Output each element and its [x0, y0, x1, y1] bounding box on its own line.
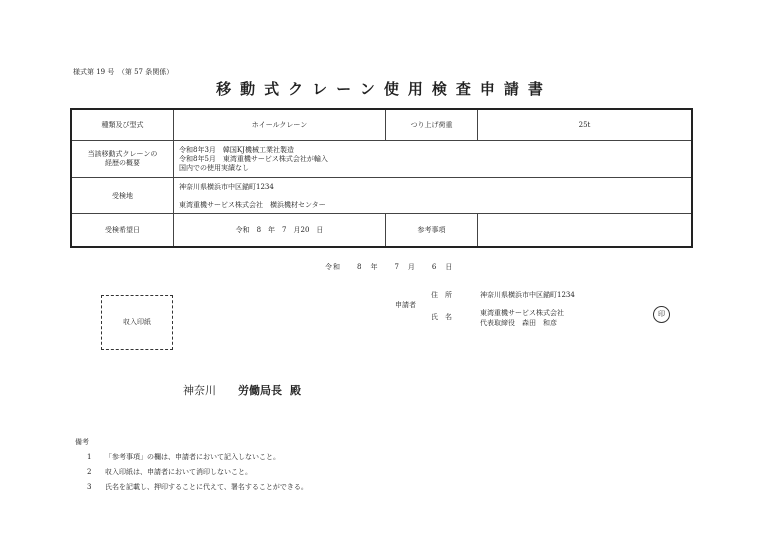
application-table	[70, 108, 693, 248]
addressee	[183, 382, 301, 398]
remarks-value[interactable]	[478, 213, 693, 247]
applicant-representative[interactable]: 代表取締役 森田 和彦	[480, 319, 557, 327]
applicant-company[interactable]: 東湾重機サービス株式会社	[480, 309, 564, 317]
note-item	[87, 467, 252, 477]
note-number: 2	[87, 468, 92, 476]
table-row	[71, 178, 692, 214]
addressee-honorific: 殿	[290, 384, 301, 397]
note-text: 収入印紙は、申請者において消印しないこと。	[105, 468, 252, 476]
table-row	[71, 109, 692, 140]
addressee-prefecture: 神奈川	[183, 384, 216, 397]
note-item	[87, 452, 280, 462]
note-item	[87, 482, 308, 492]
note-text: 「参考事項」の欄は、申請者において記入しないこと。	[105, 453, 280, 461]
history-label	[71, 140, 174, 178]
note-number: 3	[87, 483, 92, 491]
addressee-office: 労働局長	[238, 384, 282, 397]
load-label: つり上げ荷重	[386, 109, 478, 140]
site-value[interactable]	[174, 178, 693, 214]
note-number: 1	[87, 453, 92, 461]
notes-title: 備考	[75, 438, 89, 446]
note-text: 氏名を記載し、押印することに代えて、署名することができる。	[105, 483, 308, 491]
type-value[interactable]: ホイールクレーン	[174, 109, 386, 140]
date-label: 受検希望日	[71, 213, 174, 247]
history-line: 令和8年3月 韓国KJ機械工業社製造	[179, 145, 294, 154]
site-name: 東湾重機サービス株式会社 横浜機材センター	[179, 200, 326, 209]
site-label: 受検地	[71, 178, 174, 214]
address-label: 住 所	[431, 291, 452, 299]
application-date[interactable]: 令和 8 年 7 月 6 日	[325, 263, 454, 271]
form-number: 様式第 19 号 （第 57 条関係）	[73, 68, 174, 76]
site-address: 神奈川県横浜市中区錨町1234	[179, 182, 274, 191]
revenue-stamp-box: 収入印紙	[101, 295, 173, 350]
table-row	[71, 140, 692, 178]
history-label-line: 当該移動式クレーンの	[87, 150, 158, 159]
applicant-address[interactable]: 神奈川県横浜市中区錨町1234	[480, 291, 575, 299]
applicant-label: 申請者	[395, 301, 416, 309]
seal-mark: 印	[653, 306, 670, 323]
table-row	[71, 213, 692, 247]
document-title: 移動式クレーン使用検査申請書	[216, 80, 552, 98]
load-value[interactable]: 25t	[478, 109, 693, 140]
remarks-label: 参考事項	[386, 213, 478, 247]
history-value[interactable]	[174, 140, 693, 178]
date-value[interactable]: 令和 8 年 7 月20 日	[174, 213, 386, 247]
history-line: 令和8年5月 東湾重機サービス株式会社が輸入	[179, 154, 328, 163]
history-line: 国内での使用実績なし	[179, 163, 249, 172]
type-label: 種類及び型式	[71, 109, 174, 140]
name-label: 氏 名	[431, 313, 452, 321]
history-label-line: 経歴の概要	[105, 159, 140, 168]
